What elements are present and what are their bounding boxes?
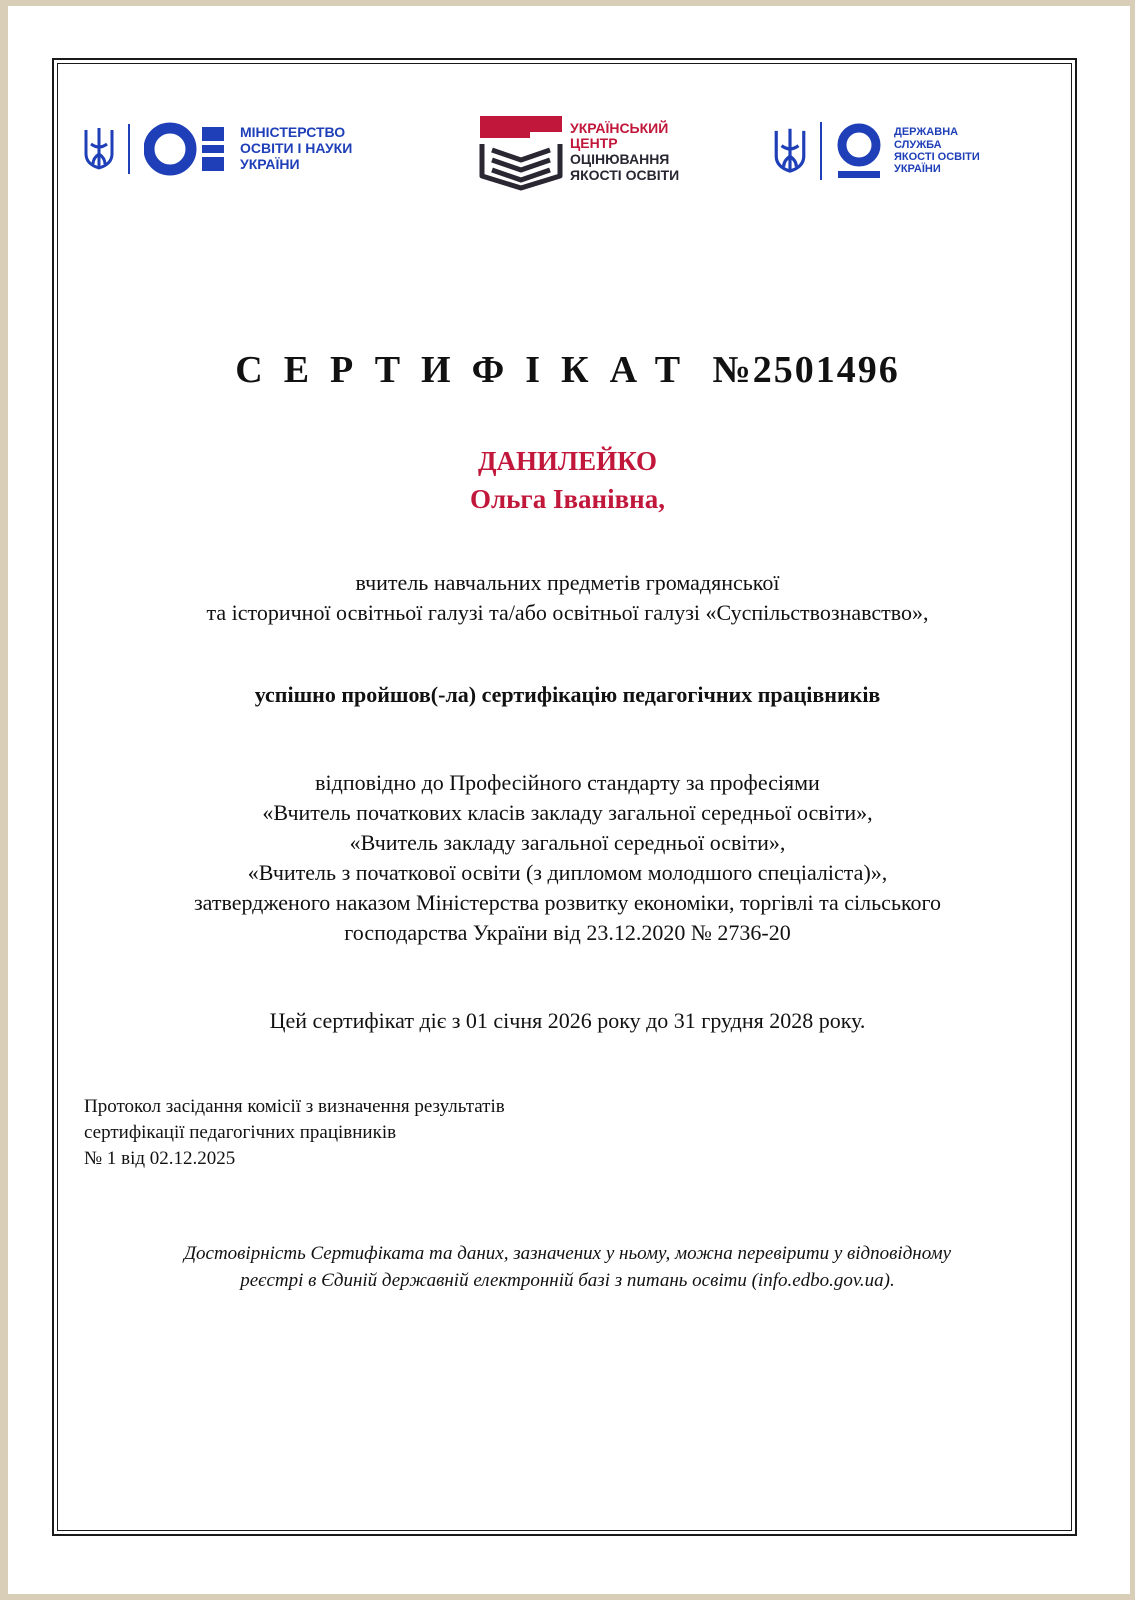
- standard-line: «Вчитель закладу загальної середньої освіти»,: [349, 830, 786, 855]
- ministry-line-3: УКРАЇНИ: [240, 155, 300, 172]
- logo-divider: [128, 124, 130, 174]
- validity-period: Цей сертифікат діє з 01 січня 2026 року до 31 грудня 2028 року.: [269, 1008, 866, 1033]
- ucoz-line-2: ЦЕНТР: [570, 135, 618, 152]
- protocol-line: Протокол засідання комісії з визначення результатів: [84, 1096, 505, 1117]
- standard-line: відповідно до Професійного стандарту за професіями: [315, 770, 820, 795]
- ministry-line-2: ОСВІТИ І НАУКИ: [240, 140, 353, 157]
- service-line-4: УКРАЇНИ: [894, 163, 941, 176]
- standard-line: «Вчитель початкових класів закладу загальної середньої освіти»,: [262, 800, 873, 825]
- trident-icon: [772, 123, 808, 179]
- standard-line: затвердженого наказом Міністерства розвитку економіки, торгівлі та сільського: [193, 890, 942, 915]
- service-mark-icon: [834, 121, 884, 181]
- protocol-line: сертифікації педагогічних працівників: [84, 1122, 397, 1143]
- protocol-info: [84, 1094, 505, 1172]
- verification-line: Достовірність Сертифіката та даних, зазначених у ньому, можна перевірити у відповідному: [183, 1243, 952, 1264]
- position-line: та історичної освітньої галузі та/або освітньої галузі «Суспільствознавство»,: [206, 600, 929, 625]
- holder-given-names: Ольга Іванівна,: [470, 484, 665, 514]
- logo-divider: [820, 122, 822, 180]
- ministry-logo: [82, 118, 352, 180]
- certificate-title: [0, 348, 1135, 392]
- verification-note: [0, 1240, 1135, 1294]
- state-service-logo: [772, 118, 980, 184]
- certificate-title-word: СЕРТИФІКАТ: [235, 349, 702, 391]
- trident-icon: [82, 124, 116, 174]
- passed-statement: успішно пройшов(-ла) сертифікацію педагогічних працівників: [254, 682, 881, 707]
- service-line-3: ЯКОСТІ ОСВІТИ: [894, 151, 980, 163]
- holder-position: [0, 568, 1135, 628]
- ucoz-book-icon: [478, 112, 564, 192]
- ucoz-logo: [478, 112, 679, 192]
- holder-surname: ДАНИЛЕЙКО: [477, 446, 658, 476]
- ministry-line-1: МІНІСТЕРСТВО: [240, 124, 346, 141]
- standard-line: господарства України від 23.12.2020 № 2736-20: [344, 920, 791, 945]
- ucoz-line-1: УКРАЇНСЬКИЙ: [570, 119, 669, 136]
- service-line-1: ДЕРЖАВНА: [894, 126, 959, 139]
- position-line: вчитель навчальних предметів громадянської: [355, 570, 780, 595]
- standard-line: «Вчитель з початкової освіти (з дипломом молодшого спеціаліста)»,: [247, 860, 888, 885]
- protocol-line: № 1 від 02.12.2025: [84, 1148, 236, 1169]
- professional-standard: [0, 768, 1135, 948]
- ucoz-line-3: ОЦІНЮВАННЯ: [570, 151, 670, 167]
- service-line-2: СЛУЖБА: [894, 138, 942, 151]
- ministry-mark-icon: [144, 121, 230, 177]
- certificate-number: №2501496: [712, 349, 900, 391]
- verification-line: реєстрі в Єдиній державній електронній базі з питань освіти (info.edbo.gov.ua).: [240, 1270, 895, 1291]
- ucoz-line-4: ЯКОСТІ ОСВІТИ: [570, 166, 680, 183]
